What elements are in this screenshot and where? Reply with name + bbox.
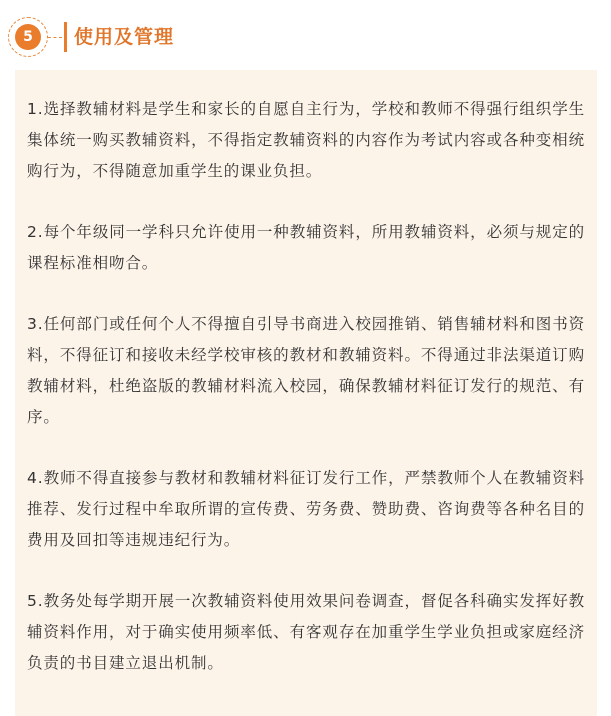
section-number-badge <box>8 17 52 61</box>
paragraph-5: 5.教务处每学期开展一次教辅资料使用效果问卷调查，督促各科确实发挥好教辅资料作用，对于确实使用频率低、有客观存在加重学生学业负担或家庭经济负责的书目建立退出机制。 <box>27 592 585 672</box>
header-accent-bar <box>64 22 67 52</box>
section-header <box>0 0 611 70</box>
paragraph-4: 4.教师不得直接参与教材和教辅材料征订发行工作，严禁教师个人在教辅资料推荐、发行过程中牟取所谓的宣传费、劳务费、赞助费、咨询费等各种名目的费用及回扣等违规违纪行为。 <box>27 469 585 549</box>
section-title: 使用及管理 <box>74 26 175 48</box>
paragraph-1: 1.选择教辅材料是学生和家长的自愿自主行为，学校和教师不得强行组织学生集体统一购买教辅资料，不得指定教辅资料的内容作为考试内容或各种变相统购行为，不得随意加重学生的课业负担。 <box>27 100 585 180</box>
paragraph-2: 2.每个年级同一学科只允许使用一种教辅资料，所用教辅资料，必须与规定的课程标准相吻合。 <box>27 223 585 272</box>
content-panel <box>15 70 597 716</box>
section-number: 5 <box>15 24 41 50</box>
header-dashed-connector <box>48 37 62 38</box>
paragraph-3: 3.任何部门或任何个人不得擅自引导书商进入校园推销、销售辅材料和图书资料，不得征订和接收未经学校审核的教材和教辅资料。不得通过非法渠道订购教辅材料，杜绝盗版的教辅材料流入校园，确保教辅材料征订发行的规范、有序。 <box>27 315 585 426</box>
